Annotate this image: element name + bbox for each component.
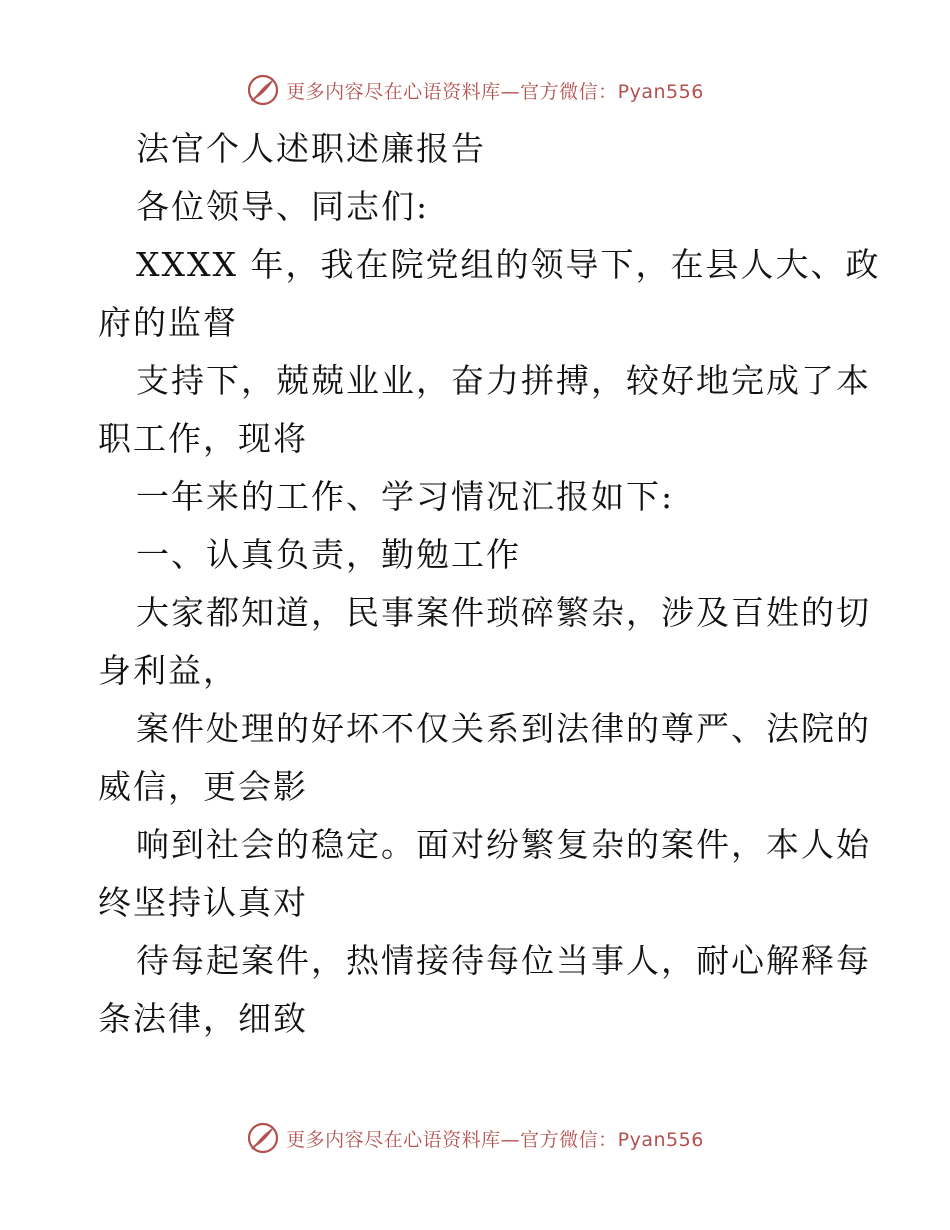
document-line: 各位领导、同志们: [136, 187, 430, 226]
document-line: 待每起案件，热情接待每位当事人，耐心解释每 [136, 941, 871, 980]
document-line: 大家都知道，民事案件琐碎繁杂，涉及百姓的切 [136, 593, 871, 632]
document-line: 一年来的工作、学习情况汇报如下: [136, 477, 675, 516]
document-line: 支持下，兢兢业业，奋力拼搏，较好地完成了本 [136, 361, 871, 400]
document-line: 终坚持认真对 [98, 883, 308, 922]
document-line: 威信，更会影 [98, 767, 308, 806]
document-line: 府的监督 [98, 303, 238, 342]
document-line: 响到社会的稳定。面对纷繁复杂的案件，本人始 [136, 825, 871, 864]
document-line: 职工作，现将 [98, 419, 308, 458]
quill-logo-icon [246, 73, 280, 107]
header-banner [0, 68, 950, 112]
document-line: 身利益， [98, 651, 238, 690]
document-line: 条法律，细致 [98, 999, 308, 1038]
footer-banner [0, 1116, 950, 1160]
document-body [98, 120, 881, 1048]
quill-logo-icon [246, 1121, 280, 1155]
document-line: 一、认真负责，勤勉工作 [136, 535, 521, 574]
document-line: 案件处理的好坏不仅关系到法律的尊严、法院的 [136, 709, 871, 748]
banner-text: 更多内容尽在心语资料库—官方微信：Pyan556 [286, 1128, 704, 1151]
document-line: 法官个人述职述廉报告 [136, 129, 486, 168]
document-line: XXXX 年，我在院党组的领导下，在县人大、政 [136, 245, 881, 284]
banner-text: 更多内容尽在心语资料库—官方微信：Pyan556 [286, 80, 704, 103]
